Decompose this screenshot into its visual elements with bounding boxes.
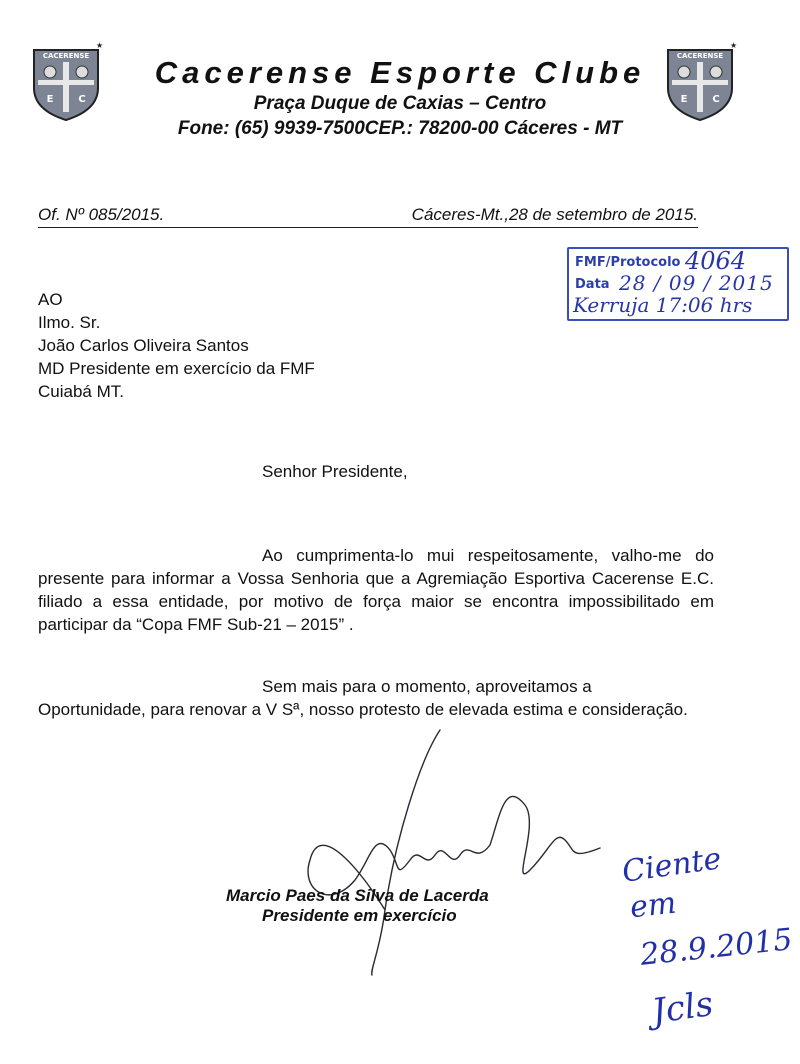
recipient-name: João Carlos Oliveira Santos [38,336,249,355]
protocol-stamp [567,247,789,321]
stamp-signature-time: Kerruja 17:06 hrs [573,293,753,317]
receipt-note-date: 28.9.2015 [638,922,795,973]
star-icon: ★ [730,41,738,50]
recipient-city: Cuiabá MT. [38,382,124,401]
receipt-note-ciente: Ciente [620,841,724,890]
club-phone-cep: Fone: (65) 9939-7500CEP.: 78200-00 Cáceres - MT [177,118,623,139]
crest-top-text: CACERENSE [676,52,724,60]
crest-letter-right: C [712,94,720,105]
reference-line [38,203,698,228]
stamp-date: 28 / 09 / 2015 [619,271,774,295]
crest-top-text: CACERENSE [42,52,90,60]
signature-scribble [300,720,620,985]
club-address: Praça Duque de Caxias – Centro [253,93,547,114]
recipient-role: MD Presidente em exercício da FMF [38,359,315,378]
recipient-title: Ilmo. Sr. [38,313,101,332]
signatory-role: Presidente em exercício [262,906,457,925]
city-date: Cáceres-Mt.,28 de setembro de 2015. [411,205,698,224]
stamp-date-label: Data [575,277,610,292]
body-paragraph-1: Ao cumprimenta-lo mui respeitosamente, valho-me do presente para informar a Vossa Senhoria que a Agremiação Esportiva Cacerense E.C. filiado a essa entidade, por motivo de força maior se encontra impossibilitado em participar da “Copa FMF Sub-21 – 2015” . [38,546,714,634]
crest-letter-right: C [78,94,86,105]
stamp-protocol-label: FMF/Protocolo [575,255,681,270]
crest-letter-left: E [680,94,688,105]
closing-first-line: Sem mais para o momento, aproveitamos a [262,677,592,696]
salutation: Senhor Presidente, [262,462,408,481]
signatory-name: Marcio Paes da Silva de Lacerda [226,886,489,905]
closing-rest: Oportunidade, para renovar a V Sª, nosso protesto de elevada estima e consideração. [38,700,688,719]
crest-letter-left: E [46,94,54,105]
recipient-to: AO [38,290,63,309]
stamp-protocol-number: 4064 [685,247,747,275]
body-paragraph-2 [38,675,714,721]
club-name: Cacerense Esporte Clube [154,55,646,90]
receipt-note-em: em [628,885,678,926]
office-number: Of. Nº 085/2015. [38,205,165,224]
star-icon: ★ [96,41,104,50]
receipt-note-initials: Jcls [649,983,716,1033]
